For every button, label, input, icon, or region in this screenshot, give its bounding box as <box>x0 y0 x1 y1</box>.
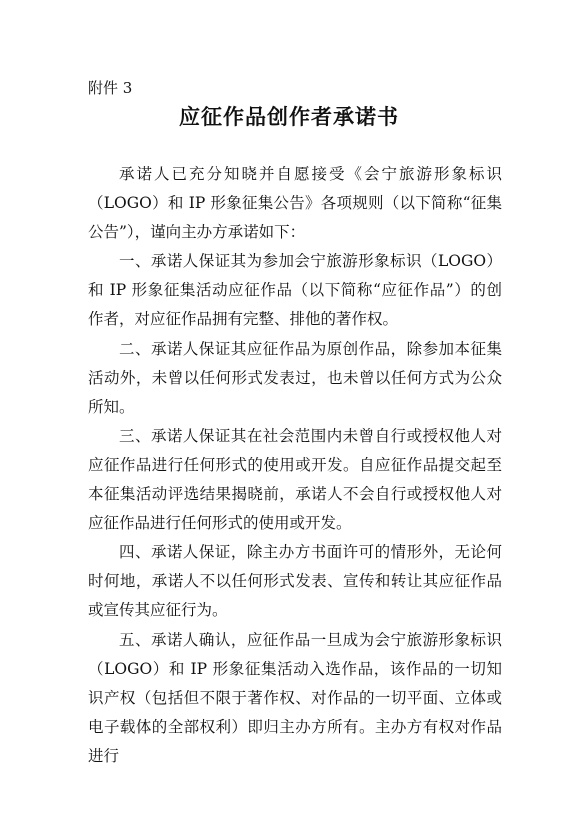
document-title: 应征作品创作者承诺书 <box>179 104 399 129</box>
attachment-label: 附件 3 <box>88 79 133 97</box>
clause-2-paragraph: 二、承诺人保证其应征作品为原创作品，除参加本征集活动外，未曾以任何形式发表过，也未曾以任何方式为公众所知。 <box>88 339 502 416</box>
clause-1-paragraph: 一、承诺人保证其为参加会宁旅游形象标识（LOGO）和 IP 形象征集活动应征作品（以下简称“应征作品”）的创作者，对应征作品拥有完整、排他的著作权。 <box>88 252 502 329</box>
document-body <box>88 160 502 771</box>
clause-4-paragraph: 四、承诺人保证，除主办方书面许可的情形外，无论何时何地，承诺人不以任何形式发表、宣传和转让其应征作品或宣传其应征行为。 <box>88 543 502 620</box>
clause-3-paragraph: 三、承诺人保证其在社会范围内未曾自行或授权他人对应征作品进行任何形式的使用或开发。自应征作品提交起至本征集活动评选结果揭晓前，承诺人不会自行或授权他人对应征作品进行任何形式的使用或开发。 <box>88 426 502 533</box>
clause-5-paragraph: 五、承诺人确认，应征作品一旦成为会宁旅游形象标识（LOGO）和 IP 形象征集活动入选作品，该作品的一切知识产权（包括但不限于著作权、对作品的一切平面、立体或电子载体的全部权利）即归主办方所有。主办方有权对作品进行 <box>88 630 502 765</box>
intro-paragraph: 承诺人已充分知晓并自愿接受《会宁旅游形象标识（LOGO）和 IP 形象征集公告》各项规则（以下简称“征集公告”），谨向主办方承诺如下： <box>88 165 502 242</box>
